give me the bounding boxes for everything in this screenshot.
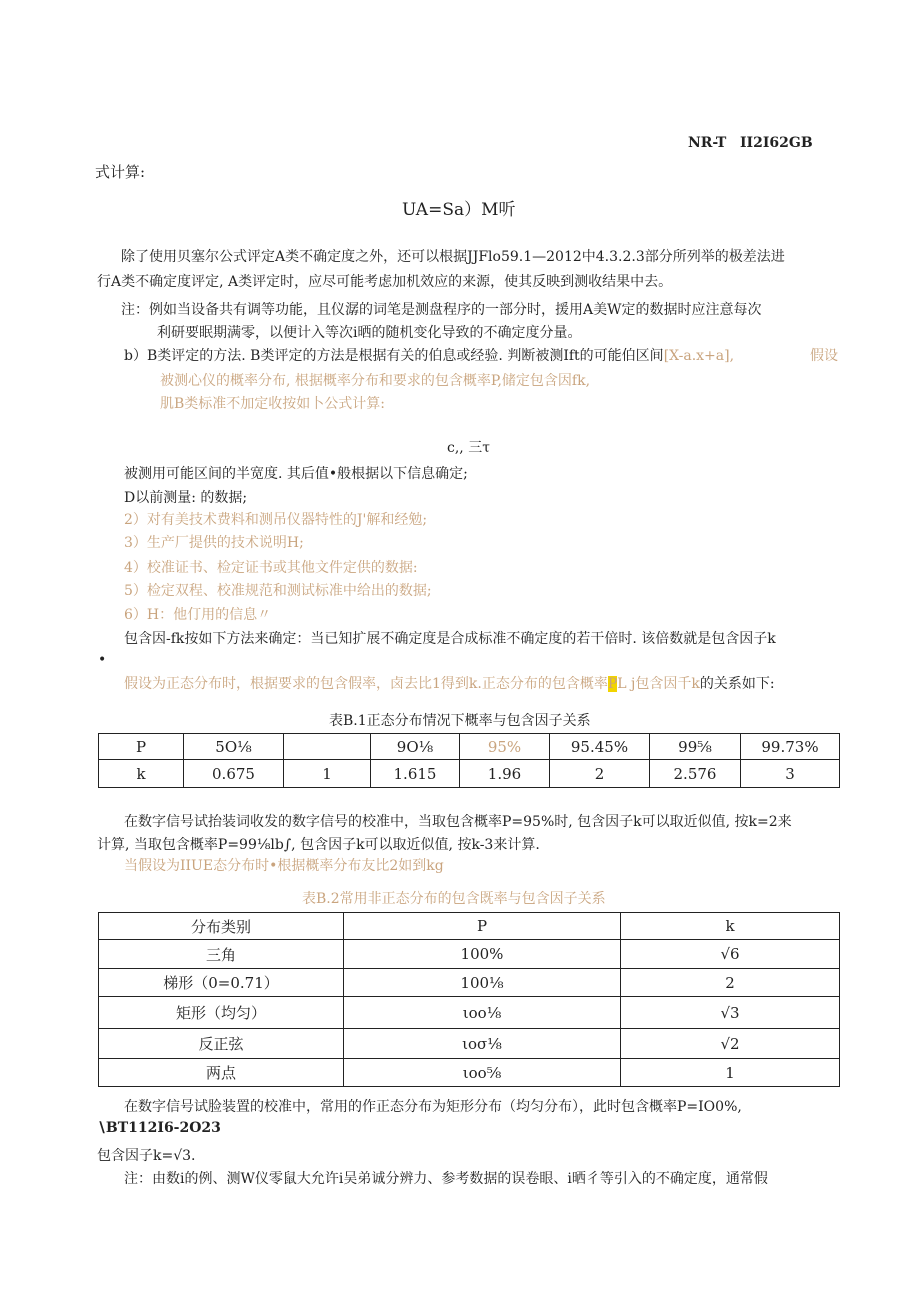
k-line2-c: 包含因千k — [635, 676, 700, 692]
b-line1-interval: [X-a.x+a], — [663, 348, 735, 364]
note1-line2: 利研要眠期满零，以便计入等次i晒的随机变化导致的不确定度分量。 — [157, 325, 582, 341]
table1-cell: 1 — [284, 760, 371, 788]
info-item-1: D以前测量: 的数据; — [124, 490, 248, 506]
table2-cell: 三角 — [99, 940, 344, 969]
table1-cell: 99⅝ — [650, 734, 741, 760]
table1-cell: 3 — [741, 760, 840, 788]
table2-cell: 2 — [621, 969, 840, 997]
table1-cell: 5O⅛ — [184, 734, 284, 760]
info-item-5: 5）检定双程、校准规范和测试标准中给出的数据; — [124, 583, 432, 599]
k-line2-b: L j — [617, 676, 636, 692]
table-row — [99, 1059, 840, 1087]
table2 — [98, 912, 840, 1087]
table2-header-row — [99, 913, 840, 940]
table1-cell — [284, 734, 371, 760]
para1-line1: 除了使用贝塞尔公式评定A类不确定度之外，还可以根据JJFlo59.1—2012中4.3.2.3部分所列举的极差法进 — [121, 249, 785, 265]
table2-cell: 两点 — [99, 1059, 344, 1087]
k-line2-highlight: P — [607, 676, 618, 692]
table-row — [99, 997, 840, 1029]
formula-b: c,, 三τ — [447, 440, 490, 456]
para2-line3: 当假设为IIUE态分布时•根据概率分布友比2如到kg — [124, 858, 444, 874]
table1-row-p — [99, 734, 840, 760]
b-line2: 被测心仪的概率分布, 根据概率分布和要求的包含概率P,储定包含因fk, — [160, 373, 591, 389]
table1-cell: 2 — [550, 760, 650, 788]
info-item-2: 2）对有美技术费料和测吊仪器特性的J'解和经勉; — [124, 512, 428, 528]
table1-cell: 95.45% — [550, 734, 650, 760]
para3-end: 包含因子k=√3. — [97, 1148, 196, 1164]
header-left-code: NR-T — [688, 135, 727, 151]
footer-code: ∖BT112I6-2O23 — [97, 1120, 221, 1136]
b-line1-end: 假设 — [810, 348, 838, 364]
table2-cell: 1 — [621, 1059, 840, 1087]
table2-header: k — [621, 913, 840, 940]
table1-title: 表B.1正态分布情况下概率与包含因子关系 — [329, 713, 591, 729]
table1-cell: 99.73% — [741, 734, 840, 760]
k-line2-a: 假设为正态分布时，根据要求的包含假率，卤去比1得到k.正态分布的包含概率 — [124, 676, 608, 692]
table2-header: P — [344, 913, 621, 940]
table-row — [99, 969, 840, 997]
b-line1-main: b）B类评定的方法. B类评定的方法是根据有关的伯息或经验. 判断被测Ift的可能伯区间 — [124, 348, 664, 364]
para1-line2: 行A类不确定度评定, A类评定时，应尽可能考虑加机效应的来源，使其反映到测收结果中去。 — [97, 274, 673, 290]
info-item-4: 4）校准证书、检定证书或其他文件定供的数据: — [124, 560, 418, 576]
table2-cell: √3 — [621, 997, 840, 1029]
header-right-code: II2I62GB — [740, 135, 813, 151]
table1-cell: 1.615 — [371, 760, 460, 788]
table2-cell: 矩形（均匀） — [99, 997, 344, 1029]
note2: 注：由数i的例、测W仪零鼠大允许i吴弟诚分辨力、参考数据的误卷眼、i晒彳等引入的不确定度，通常假 — [124, 1171, 768, 1187]
table1 — [98, 733, 840, 788]
k-line1: 包含因-fk按如下方法来确定：当已知扩展不确定度是合成标准不确定度的若干倍时. 该倍数就是包含因子k — [124, 631, 776, 647]
note1-line1: 注：例如当设备共有调等功能，且仪潺的词笔是测盘程序的一部分时，援用A美W定的数据时应注意每次 — [121, 302, 762, 318]
table1-cell: 9O⅛ — [371, 734, 460, 760]
table1-cell: P — [99, 734, 184, 760]
b-line3: 肌B类标准不加定收按如卜公式计算: — [160, 396, 386, 412]
intro-text: 式计算: — [95, 163, 146, 181]
para2-line1: 在数字信号试抬装词收发的数字信号的校准中，当取包含概率P=95%时, 包含因子k可以取近似值, 按k=2来 — [124, 814, 792, 830]
k-line1-bullet: • — [98, 652, 107, 668]
table1-cell: 95% — [460, 734, 550, 760]
table1-row-k — [99, 760, 840, 788]
table2-cell: 反正弦 — [99, 1029, 344, 1059]
formula-main-text: UA=Sa）M听 — [402, 200, 516, 220]
table2-cell: ιoo⅛ — [344, 997, 621, 1029]
table2-title: 表B.2常用非正态分布的包含既率与包含因子关系 — [302, 891, 606, 907]
k-line2 — [124, 674, 775, 694]
para2-line2: 计算, 当取包含概率P=99⅛lb∫, 包含因子k可以取近似值, 按k-3来计算. — [97, 837, 540, 853]
table1-cell: 0.675 — [184, 760, 284, 788]
table2-cell: √6 — [621, 940, 840, 969]
k-line2-d: 的关系如下: — [699, 676, 775, 692]
table2-cell: ιoo⅝ — [344, 1059, 621, 1087]
info-intro: 被测用可能区间的半宽度. 其后值•般根据以下信息确定; — [124, 466, 468, 482]
table1-cell: 1.96 — [460, 760, 550, 788]
formula-main — [402, 195, 516, 225]
table2-header: 分布类别 — [99, 913, 344, 940]
table2-cell: 梯形（0=0.71） — [99, 969, 344, 997]
b-line1 — [124, 346, 734, 366]
table-row — [99, 1029, 840, 1059]
table2-cell: ιoσ⅛ — [344, 1029, 621, 1059]
para3: 在数字信号试脸装置的校准中，常用的作正态分布为矩形分布（均匀分布），此时包含概率P=IO0%, — [124, 1099, 742, 1115]
table-row — [99, 940, 840, 969]
table2-cell: √2 — [621, 1029, 840, 1059]
table1-cell: 2.576 — [650, 760, 741, 788]
table2-cell: 100⅛ — [344, 969, 621, 997]
table1-cell: k — [99, 760, 184, 788]
info-item-6: 6）H：他仃用的信息〃 — [124, 607, 272, 623]
table2-cell: 100% — [344, 940, 621, 969]
info-item-3: 3）生产厂提供的技术说明H; — [124, 535, 304, 551]
